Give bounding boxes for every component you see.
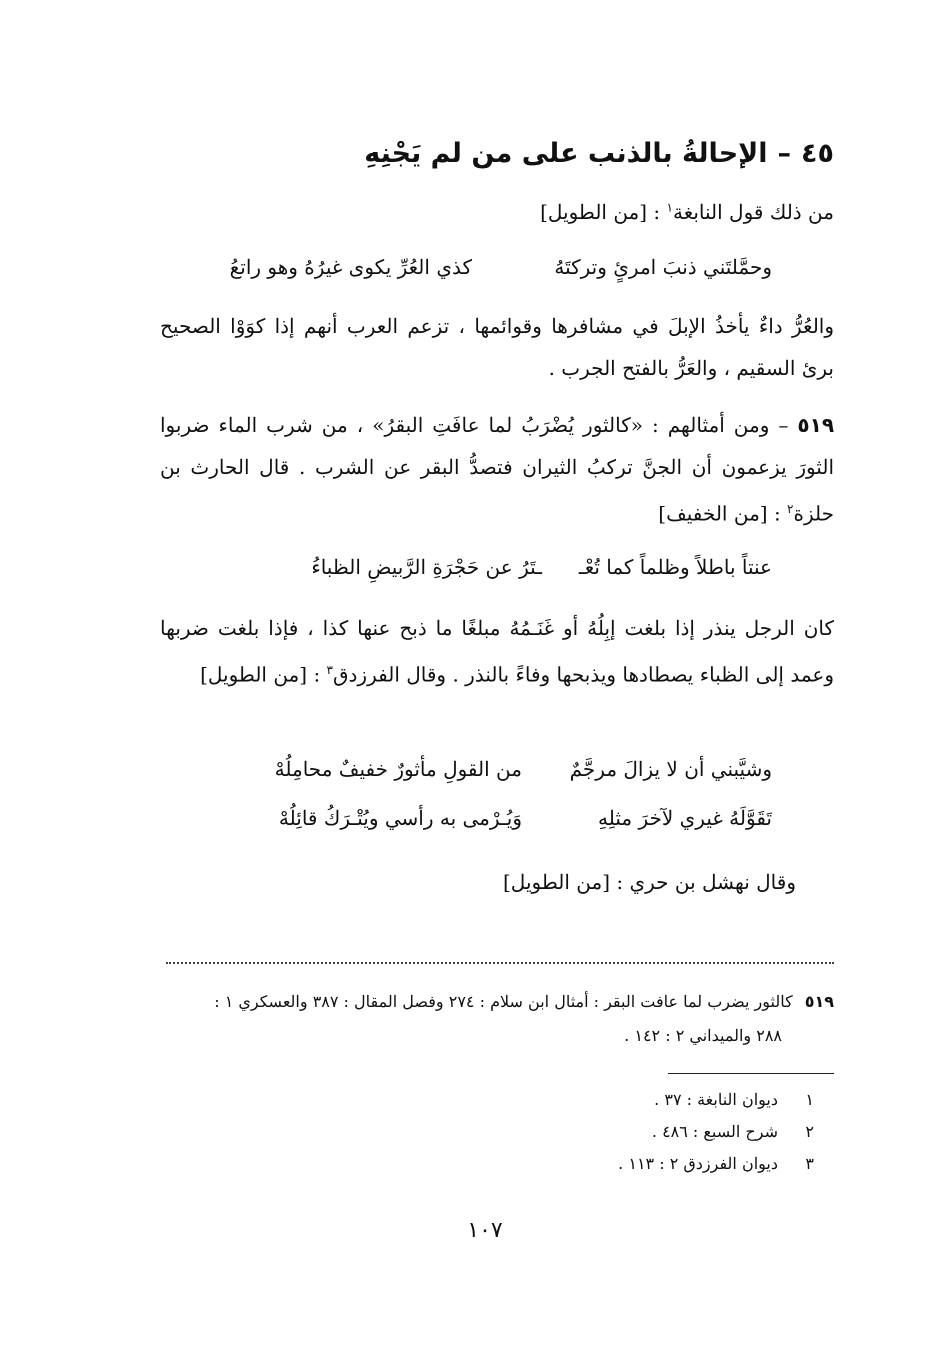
verse-hemistich-right: وشيَّبني أن لا يزالَ مرجَّمٌ (569, 757, 772, 781)
footnote-ref: ٢ (787, 502, 794, 516)
entry-519-paragraph (160, 404, 834, 535)
verse-hemistich-right: تَقَوَّلَهُ غيري لآخرَ مثلِهِ (598, 806, 772, 830)
verse-hemistich-right: عنتاً باطلاً وظلماً كما تُعْـ (578, 555, 772, 579)
footnote (652, 1122, 814, 1141)
verse-line (279, 806, 772, 830)
footnote-text: ديوان النابغة : ٣٧ . (654, 1090, 778, 1109)
verse-hemistich-right: وحمَّلتَني ذنبَ امرئٍ وتركتَهُ (554, 255, 772, 279)
meter-label: [من الطويل] (200, 662, 308, 687)
verse-line (311, 555, 772, 579)
footnote-text: ديوان الفرزدق ٢ : ١١٣ . (618, 1154, 778, 1173)
verse-hemistich-left: ـتَرُ عن حَجْرَةِ الرَّبيضِ الظباءُ (311, 555, 542, 579)
footnote-ref: ١ (666, 200, 673, 215)
page-number: ١٠٧ (467, 1218, 503, 1243)
verse-line (230, 255, 772, 279)
section-heading (134, 138, 834, 169)
footnote-number: ١ (805, 1090, 814, 1109)
intro-line (540, 200, 834, 224)
closing-line: وقال نهشل بن حري : [من الطويل] (503, 870, 796, 894)
reference-text: كالثور يضرب لما عافت البقر : أمثال ابن سلام : ٢٧٤ وفصل المقال : ٣٨٧ والعسكري ١ : (214, 992, 793, 1011)
heading-dash: – (777, 138, 792, 169)
reference-note-line: ٢٨٨ والميداني ٢ : ١٤٢ . (624, 1026, 782, 1045)
dotted-divider (166, 962, 834, 964)
meter-label: : [من الطويل] (540, 200, 661, 224)
footnote (654, 1090, 814, 1109)
footnote-rule (668, 1073, 834, 1074)
entry-dash: – (778, 413, 789, 437)
footnote-ref: ٣ (326, 663, 333, 677)
footnote (618, 1154, 814, 1173)
section-number: ٤٥ (801, 138, 834, 169)
colon: : (313, 662, 321, 687)
meter-label: : [من الخفيف] (658, 501, 781, 526)
section-title: الإحالةُ بالذنب على من لم يَجْنِهِ (364, 138, 768, 169)
gloss-paragraph: والعُرُّ داءٌ يأخذُ الإبلَ في مشافرها وقوائمها ، تزعم العرب أنهم إذا كوَوْا الصحيح برئ السقيم ، والعَرُّ بالفتح الجرب . (160, 314, 834, 380)
entry-text: ومن أمثالهم : «كالثور يُضْرَبُ لما عافَتِ البقرُ» ، من شرب الماء ضربوا الثورَ يزعمون أن الجنَّ تركبُ الثيران فتصدُّ البقر عن الشرب . قال الحارث بن حلزة (160, 413, 834, 526)
verse-hemistich-left: وَيُـرْمى به رأسي ويُتْـرَكُ قائِلُهْ (278, 806, 522, 830)
footnote-number: ٣ (805, 1154, 814, 1173)
reference-note-line (164, 985, 834, 1019)
intro-text: من ذلك قول النابغة (672, 200, 834, 224)
entry-number: ٥١٩ (797, 413, 835, 437)
verse-hemistich-left: من القولِ مأثورٌ خفيفٌ محامِلُهْ (274, 757, 522, 781)
reference-note (164, 985, 834, 1053)
vow-paragraph (160, 607, 834, 696)
paragraph-text: كان الرجل ينذر إذا بلغت إبِلُهُ أو غَنَـمُهُ مبلغًا ما ذبح عنها كذا ، فإذا بلغت ضربها وعمد إلى الظباء يصطادها ويذبحها وفاءً بالنذر . وقال الفرزدق (160, 616, 834, 687)
reference-number: ٥١٩ (804, 992, 834, 1011)
footnote-text: شرح السبع : ٤٨٦ . (651, 1122, 778, 1141)
verse-line (275, 757, 772, 781)
footnote-number: ٢ (805, 1122, 814, 1141)
verse-hemistich-left: كذي العُرِّ يكوى غيرُهُ وهو راتعُ (229, 255, 472, 279)
